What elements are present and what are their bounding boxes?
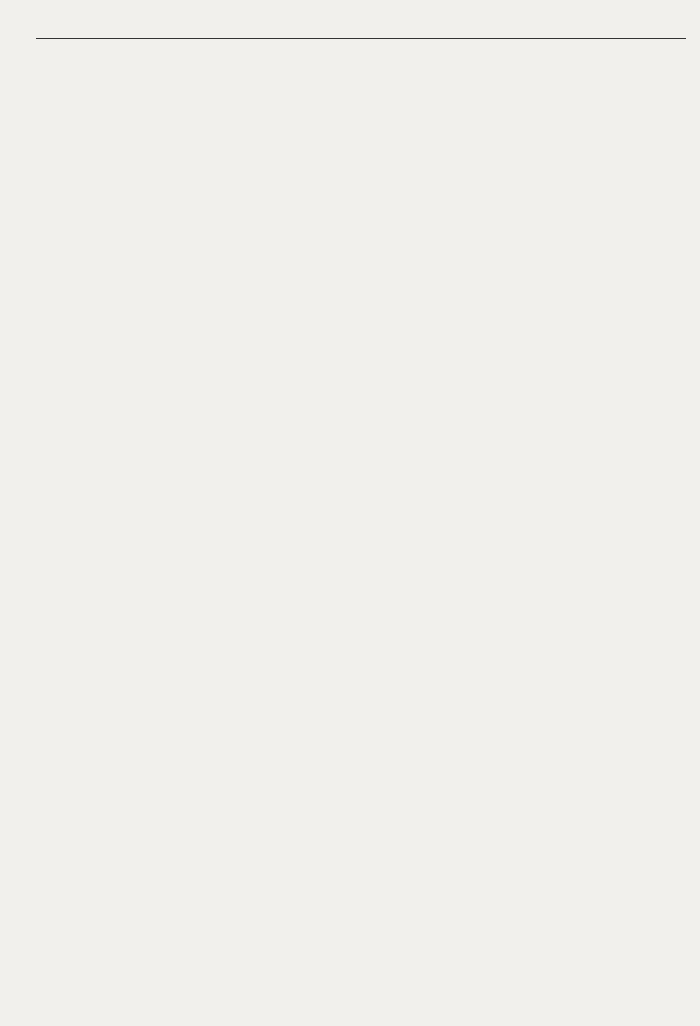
page-header: [36, 14, 686, 39]
